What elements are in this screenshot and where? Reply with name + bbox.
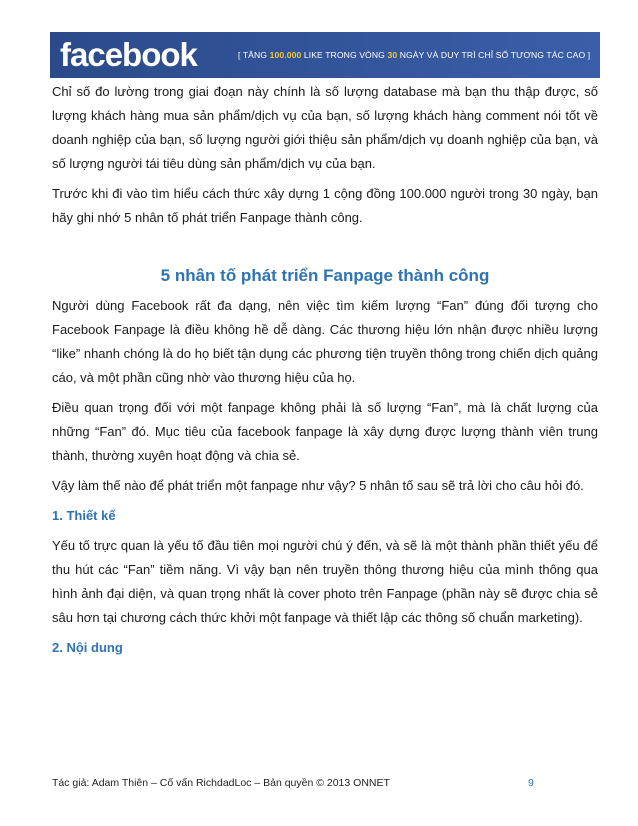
paragraph-question: Vậy làm thế nào để phát triển một fanpage như vậy? 5 nhân tố sau sẽ trả lời cho câu hỏi đó. <box>52 478 584 493</box>
footer-credit: Tác giả: Adam Thiên – Cố vấn RichdadLoc – Bản quyền © 2013 ONNET <box>52 777 390 789</box>
subheading-design: 1. Thiết kế <box>52 508 116 523</box>
facebook-logo: facebook <box>60 36 197 73</box>
paragraph-design: Yếu tố trực quan là yếu tố đầu tiên mọi người chú ý đến, và sẽ là một thành phần thiết yếu để thu hút các “Fan” tiềm năng. Vì vậy bạn nên truyền thông thương hiệu của mình thông qua hình ảnh đại diện, và quan trọng nhất là cover photo trên Fanpage (phần này sẽ được chia sẻ sâu hơn tại chương cách thức khởi một fanpage và thiết lập các thông số chuẩn marketing). <box>52 538 598 625</box>
slogan-highlight-100000: 100.000 <box>269 50 302 60</box>
page-footer <box>52 777 598 789</box>
document-body <box>52 80 598 666</box>
section-heading: 5 nhân tố phát triển Fanpage thành công <box>160 266 490 285</box>
page-number: 9 <box>528 777 534 789</box>
paragraph-users: Người dùng Facebook rất đa dạng, nên việc tìm kiếm lượng “Fan” đúng đối tượng cho Facebook Fanpage là điều không hề dễ dàng. Các thương hiệu lớn nhận được nhiều lượng “like” nhanh chóng là do họ biết tận dụng các phương tiện truyền thông trong chiến dịch quảng cáo, và một phần cũng nhờ vào thương hiệu của họ. <box>52 298 598 385</box>
paragraph-quality: Điều quan trọng đối với một fanpage không phải là số lượng “Fan”, mà là chất lượng của những “Fan” đó. Mục tiêu của facebook fanpage là xây dựng được lượng thành viên trung thành, thường xuyên hoạt động và chia sẻ. <box>52 400 598 463</box>
slogan-part-c: NGÀY VÀ DUY TRÌ CHỈ SỐ TƯƠNG TÁC CAO ] <box>397 50 591 60</box>
paragraph-metrics: Chỉ số đo lường trong giai đoạn này chính là số lượng database mà bạn thu thập được, số lượng khách hàng mua sản phẩm/dịch vụ của bạn, số lượng khách hàng comment nói tốt về doanh nghiệp của bạn, số lượng người giới thiệu sản phẩm/dịch vụ doanh nghiệp của bạn, và số lượng người tái tiêu dùng sản phẩm/dịch vụ của bạn. <box>52 84 598 171</box>
header-banner <box>50 32 600 78</box>
slogan-part-b: LIKE TRONG VÒNG <box>301 50 388 60</box>
subheading-content: 2. Nội dung <box>52 640 123 655</box>
header-slogan <box>238 50 590 60</box>
slogan-part-a: [ TĂNG <box>238 50 270 60</box>
slogan-highlight-30: 30 <box>387 50 398 60</box>
paragraph-intro: Trước khi đi vào tìm hiểu cách thức xây dựng 1 cộng đồng 100.000 người trong 30 ngày, bạn hãy ghi nhớ 5 nhân tố phát triển Fanpage thành công. <box>52 186 598 225</box>
